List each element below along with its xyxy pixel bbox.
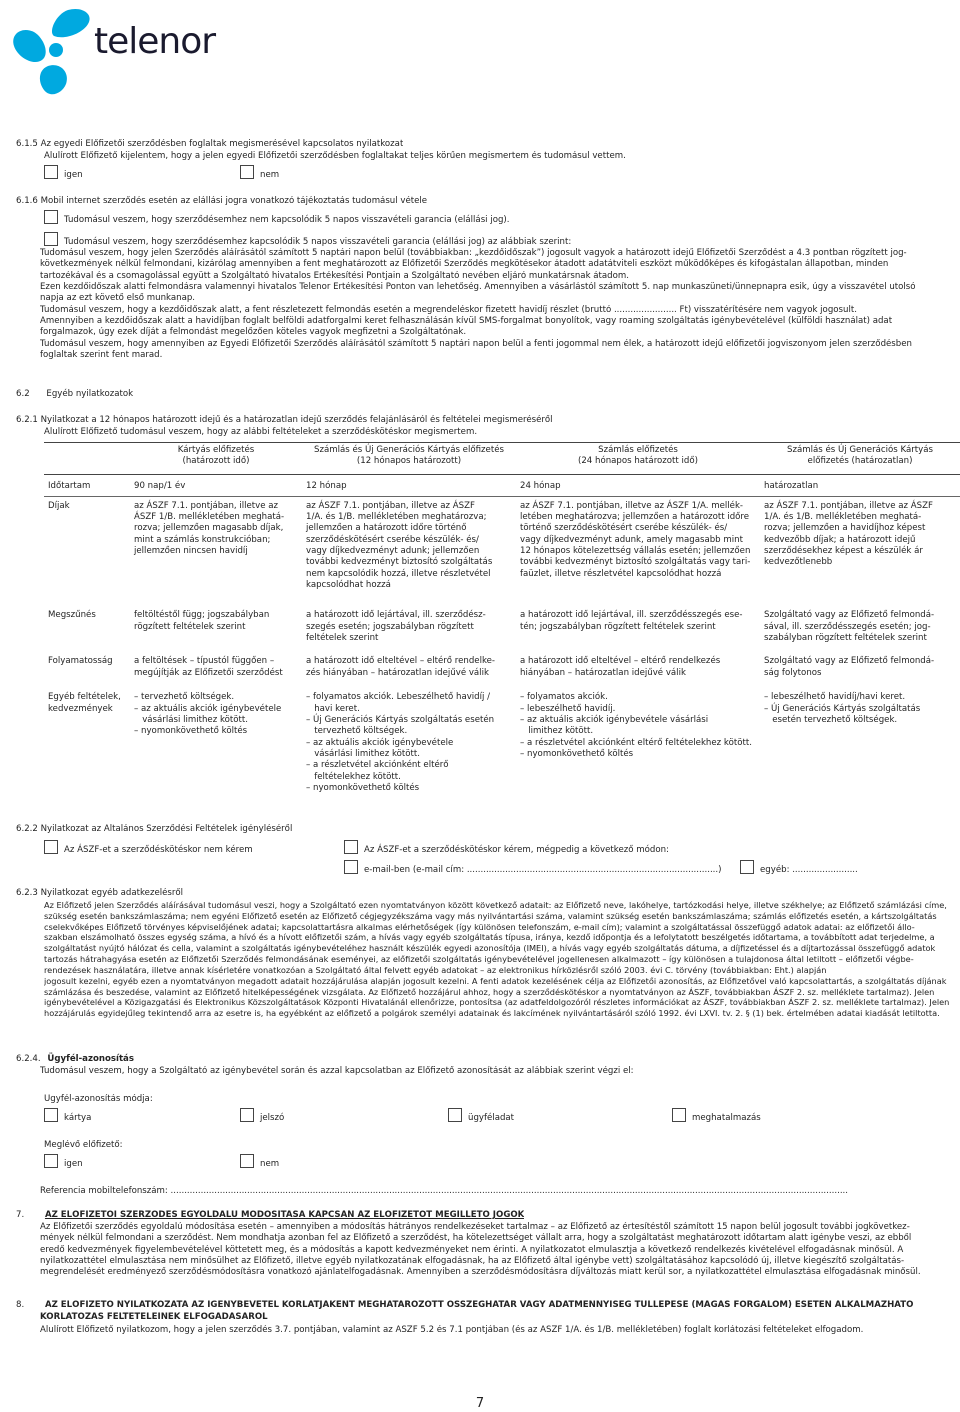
table-cell: az ÁSZF 7.1. pontjában, illetve az ÁSZF 1/B. mellékletében meghatá- rozva; jellemzően magasabb díjak, mint a számlás konstrukcióban; jellemzően nincsen havidíj xyxy=(130,496,302,608)
s615-title: 6.1.5 Az egyedi Előfizetői szerződésben foglaltak megismerésével kapcsolatos nyilatkozat xyxy=(16,139,404,149)
text-line: szolgáltatást nyújtó hálózat és cella, valamint a szolgáltatás igénybevételéhez használt készülék egyedi azonosítója (IMEI), a hívás vagy egyéb szolgáltatás dátuma, a díjfizetéssel és a díjtartozással összefüggő adatok xyxy=(44,943,936,954)
id-option-authorization[interactable] xyxy=(672,1108,761,1124)
row-label: Megszűnés xyxy=(48,610,96,621)
s622-other-option[interactable] xyxy=(740,860,858,876)
s622-option-no-request[interactable] xyxy=(44,840,253,856)
s622-title: 6.2.2 Nyilatkozat az Általános Szerződési Feltételek igényléséről xyxy=(16,824,293,834)
text-line: rendezések használatára, illetve annak kísérletére vonatkozóan a Szolgáltató által felvett egyéb adatokat – az elektronikus hírközlésről szóló 2003. évi C. törvény (továbbiakban: Eht.) alapján xyxy=(44,964,827,975)
text-line: megrendelését eredményező szerződésmódosításra vonatkozó ajánlatelfogadásnak. Amennyiben a szerződésmódosításra díjváltozás miatt kerül sor, a nyilatkozattétel elmulasztása elfogadásnak minősül. xyxy=(40,1267,921,1278)
existing-yes-option[interactable] xyxy=(44,1154,83,1170)
text-line: Az Előfizetői szerződés egyoldalú módosítása esetén – amennyiben a módosítás hátrányos rendelkezéseket tartalmaz – az Előfizető az értesítéstől számított 15 napon belül jogosult további jogkövetkez- xyxy=(40,1222,910,1232)
text-line: igénybevételével a Közigazgatási és Elektronikus Közszolgáltatások Központi Hivatalánál ellenőrizze, pontosítsa (az adatfeldolgozóról részletes információkat az ÁSZF, továbbiakban ÁSZF 2. sz. melléklete tartalmaz). Jelen xyxy=(44,997,950,1008)
option-label: nem xyxy=(260,170,280,180)
section-number: 6.2.4. xyxy=(16,1054,41,1064)
section-title: Egyéb nyilatkozatok xyxy=(46,389,134,399)
column-header xyxy=(44,443,130,475)
text-line: cselekvőképes Előfizető törvényes képviselőjének adatai; kapcsolattartásra alkalmas elérhetőségek (így különösen telefonszám, e-mail cím); valamint a szolgáltatással összefüggő adatok adatai: az előfizetői állo- xyxy=(44,921,915,932)
checkbox[interactable] xyxy=(44,840,58,854)
text-line: foglaltak szerint fent marad. xyxy=(40,350,163,361)
telenor-propeller-icon xyxy=(8,6,94,96)
row-label: Folyamatosság xyxy=(48,656,113,667)
id-option-card[interactable] xyxy=(44,1108,91,1124)
s623-title: 6.2.3 Nyilatkozat egyéb adatkezelésről xyxy=(16,888,184,898)
s8-heading xyxy=(16,1300,913,1311)
text-line: Az Előfizető jelen Szerződés aláírásával tudomásul veszi, hogy a Szolgáltató ezen nyomtatványon között következő adatait: az Előfizető neve, lakóhelye, tartózkodási helye, illetve székhelye; az Előfizető számlázási címe, xyxy=(44,900,947,910)
text-line: számlázása és beszedése, valamint az Előfizető hitelképességének vizsgálata. Az Előfizető hozzájárul ahhoz, hogy a szerződéskötéskor a nyomtatványon az ÁSZF, továbbiakban ÁSZF 2. sz. melléklete tartalmaz). Jelen xyxy=(44,986,935,997)
option-label: Az ÁSZF-et a szerződéskötéskor kérem, mégpedig a következő módon: xyxy=(364,845,669,855)
option-label: meghatalmazás xyxy=(692,1113,761,1123)
text-line: forgalmazok, úgy ezek díját a felmondást megelőzően köteles vagyok megfizetni a Szolgáltatónak. xyxy=(40,327,467,338)
id-method-label: Ügyfél-azonosítás módja: xyxy=(44,1094,153,1104)
checkbox[interactable] xyxy=(240,1108,254,1122)
checkbox[interactable] xyxy=(344,860,358,874)
text-line: Tudomásul veszem, hogy a kezdőidőszak alatt, a fent részletezett felmondás esetén a megrendeléskor fizetett havidíj részlet (bruttó ....................... Ft) visszatérítésére nem vagyok jogosult. xyxy=(40,304,857,315)
table-cell: a határozott idő elteltével – eltérő rendelke- zés hiányában – határozatlan idejűvé válik xyxy=(306,656,496,678)
s7-heading xyxy=(16,1210,524,1221)
checkbox[interactable] xyxy=(740,860,754,874)
checkbox[interactable] xyxy=(672,1108,686,1122)
section-number: 7. xyxy=(16,1210,25,1220)
option-label: igen xyxy=(64,170,83,180)
option-label: Az ÁSZF-et a szerződéskötéskor nem kérem xyxy=(64,845,253,855)
table-row xyxy=(44,690,960,796)
checkbox[interactable] xyxy=(44,165,58,179)
checkbox[interactable] xyxy=(44,1154,58,1168)
table-header-row xyxy=(44,443,960,475)
s8-title-continued: KORLÁTOZÁS FELTÉTELEINEK ELFOGADÁSÁRÓL xyxy=(40,1312,268,1322)
table-cell: a határozott idő elteltével – eltérő rendelkezés hiányában – határozatlan idejűvé válik xyxy=(520,656,721,678)
s616-option1[interactable] xyxy=(44,210,510,226)
id-option-customer-data[interactable] xyxy=(448,1108,514,1124)
option-label: jelszó xyxy=(260,1113,285,1123)
text-line: szakban elszámolható összes egység száma, a hívó és a hívott előfizetői szám, a hívás vagy egyéb szolgáltatás típusa, iránya, kezdő időpontja és a lefolytatott beszélgetés időtartama, a továbbított adat terjedelme, a xyxy=(44,932,935,943)
s621-body: Alulírott Előfizető tudomásul veszem, hogy az alábbi feltételeket a szerződéskötéskor megismertem. xyxy=(44,427,478,437)
s62-heading xyxy=(16,389,133,400)
option-label: nem xyxy=(260,1159,280,1169)
reference-phone-field[interactable]: Referencia mobiltelefonszám: ........................................................................................................................................................................................................................................................ xyxy=(40,1186,849,1196)
s624-heading xyxy=(16,1054,134,1065)
s615-no-option[interactable] xyxy=(240,165,279,181)
text-line: Tudomásul veszem, hogy jelen Szerződés aláírásától számított 5 naptári napon belül (továbbiakban: „kezdőidőszak”) jogosult vagyok a határozott idejű Előfizetői Szerződést a 4.3 pontban rögzített jog- xyxy=(40,248,907,258)
table-row xyxy=(44,496,960,608)
table-cell: Szolgáltató vagy az Előfizető felmondá- ság folytonos xyxy=(764,656,935,678)
table-cell: feltöltéstől függ; jogszabályban rögzített feltételek szerint xyxy=(134,610,270,632)
option-label: Tudomásul veszem, hogy szerződésemhez nem kapcsolódik 5 napos visszavételi garancia (elállási jog). xyxy=(64,215,510,225)
existing-subscriber-label: Meglévő előfizető: xyxy=(44,1140,123,1150)
s615-body: Alulírott Előfizető kijelentem, hogy a jelen egyedi Előfizetői szerződésben foglaltakat teljes körűen megismertem és tudomásul vettem. xyxy=(44,151,626,161)
id-option-password[interactable] xyxy=(240,1108,284,1124)
telenor-logo xyxy=(8,6,216,96)
table-cell: a feltöltések – típustól függően – megújítják az Előfizetői szerződést xyxy=(134,656,283,678)
s616-details xyxy=(40,248,958,361)
text-line: tartozás hátrahagyása esetén az Előfizetői Szerződés felmondásának eseményei, az előfizetői szolgáltatás igénybevételével jogellenesen alkalmazott – így különösen a tulajdonosa által letiltott – előfizetői végbe- xyxy=(44,954,914,965)
text-line: Tudomásul veszem, hogy amennyiben az Egyedi Előfizetői Szerződés aláírásától számított 5 naptári napon belül a fenti jogommal nem élek, a határozott idejű előfizetői jogviszonyom jelen szerződésben xyxy=(40,338,912,349)
text-line: szükség esetén bankszámlaszáma; nem egyéni Előfizető esetén az Előfizető cégjegyzékszáma vagy más nyilvántartási száma, valamint szükség esetén bankszámlaszáma; számlás előfizetés esetén, a kártszolgáltatás xyxy=(44,910,937,921)
table-cell: 12 hónap xyxy=(306,480,347,491)
row-label: Díjak xyxy=(44,496,130,608)
s624-body: Tudomásul veszem, hogy a Szolgáltató az igénybevétel során és azzal kapcsolatban az Előfizető azonosítását az alábbiak szerint végzi el: xyxy=(40,1066,634,1076)
text-line: tartozékával és a csomagolással együtt a Szolgáltató hivatalos Értékesítési Pontjain a Szolgáltató nevében eljáró munkatársnak átadom. xyxy=(40,270,629,281)
text-line: eredő kedvezmények figyelembevételével köttetett meg, és a módosítás a kapott kedvezményeket nem érinti. A nyilatkozatot elmulasztja a következő rendelkezés kivételével elfogadásnak minősül. A xyxy=(40,1244,904,1255)
row-label: Egyéb feltételek, kedvezmények xyxy=(48,692,121,714)
column-header: Számlás és Új Generációs Kártyás előfizetés (határozatlan) xyxy=(787,445,933,467)
column-header: Kártyás előfizetés (határozott idő) xyxy=(177,445,255,467)
column-header: Számlás és Új Generációs Kártyás előfizetés (12 hónapos határozott) xyxy=(314,445,504,467)
table-row xyxy=(44,654,960,690)
text-line: Ezen kezdőidőszak alatti felmondásra valamennyi hivatalos Telenor Értékesítési Ponton van lehetőség. Amennyiben a vásárlástól számított 5. nap munkaszüneti/ünnepnapra esik, úgy a visszavétel utolsó xyxy=(40,282,916,293)
text-line: hozzájárulás egyidejűleg tekintendő arra az esetre is, ha egyébként az előfizető a polgárok személyi adatainak és lakcímének nyilvántartásáról szóló 1992. évi LXVI. tv. 2. § (1) bek. értelmében adatai kiadását letiltotta. xyxy=(44,1008,940,1019)
option-label: e-mail-ben (e-mail cím: ............................................................................................) xyxy=(364,865,722,875)
s621-title: 6.2.1 Nyilatkozat a 12 hónapos határozott idejű és a határozatlan idejű szerződés felajánlásáról és feltételei megismeréséről xyxy=(16,415,553,425)
table-cell: a határozott idő lejártával, ill. szerződésszegés ese- tén; jogszabályban rögzített feltételek szerint xyxy=(520,610,743,632)
page-number: 7 xyxy=(475,1396,485,1411)
checkbox[interactable] xyxy=(344,840,358,854)
table-cell: – tervezhető költségek. – az aktuális akciók igénybevétele vásárlási limithez kötött. – nyomonkövethető költés xyxy=(134,692,282,737)
table-cell: az ÁSZF 7.1. pontjában, illetve az ÁSZF 1/A. és 1/B. mellékletében meghatározva; jellemzően a határozott időre történő szerződéskötésért cserébe készülék- és/ vagy díjkedvezményt adunk; jellemzően további kedvezményt biztosító szolgáltatás nem kapcsolódik hozzá, illetve részletvétel kapcsolódhat hozzá xyxy=(302,496,516,608)
s623-body xyxy=(44,900,958,1019)
s7-body xyxy=(40,1222,958,1279)
section-title: Ügyfél-azonosítás xyxy=(47,1054,134,1064)
table-cell: az ÁSZF 7.1. pontjában, illetve az ÁSZF 1/A. és 1/B. mellékletében meghatá- rozva; jellemzően a havidíjhoz képest kedvezőbb díjak; a határozott idejű szerződésekhez képest a készülék ár kedvezőtlenebb xyxy=(760,496,960,608)
checkbox[interactable] xyxy=(448,1108,462,1122)
row-label: Időtartam xyxy=(48,480,91,491)
text-line: következmények nélkül felmondani, kizárólag amennyiben a fent meghatározott az Előfizetői Szerződés megkötésekor átadott adatátviteli eszközt működőképes és kifogástalan állapotban, minden xyxy=(40,259,889,270)
s615-yes-option[interactable] xyxy=(44,165,83,181)
section-number: 8. xyxy=(16,1300,25,1310)
option-label: Tudomásul veszem, hogy szerződésemhez kapcsolódik 5 napos visszavételi garancia (elállási jog) az alábbiak szerint: xyxy=(64,237,572,247)
option-label: ügyféladat xyxy=(468,1113,515,1123)
table-cell: 90 nap/1 év xyxy=(134,480,186,491)
text-line: Amennyiben a kezdőidőszak alatt a havidíjban foglalt belföldi adatforgalmi keret felhasználásán kívül SMS-forgalmat bonyolítok, vagy roaming szolgáltatás igénybevételével (külföldi használat) adat xyxy=(40,316,893,327)
option-label: igen xyxy=(64,1159,83,1169)
section-title: AZ ELŐFIZETŐI SZERZŐDÉS EGYOLDALÚ MÓDOSÍTÁSA KAPCSÁN AZ ELŐFIZETŐT MEGILLETŐ JOGOK xyxy=(44,1210,525,1220)
checkbox[interactable] xyxy=(44,210,58,224)
s622-email-option[interactable] xyxy=(344,860,722,876)
text-line: mények nélkül felmondani a szerződést. Nem mondhatja azonban fel az Előfizető a szerződést, ha kötelezettséget vállalt arra, hogy a szolgáltatást meghatározott időtartam alatt igénybe veszi, az ebből xyxy=(40,1233,912,1244)
s616-option2[interactable] xyxy=(44,232,571,248)
table-cell: a határozott idő lejártával, ill. szerződész- szegés esetén; jogszabályban rögzített feltételek szerint xyxy=(306,610,486,643)
text-line: napja az ezt követő első munkanap. xyxy=(40,293,196,304)
text-line: nyilatkozattétel elmulasztása nem minősülhet az Előfizető, illetve egyéb nyilatkozatának elfogadásnak, ha az Előfizető által igénybe vett) szolgáltatásához kapcsolódó új, illetve kiegészítő szolgáltatás- xyxy=(40,1256,905,1267)
option-label: egyéb: ........................ xyxy=(760,865,858,875)
option-label: kártya xyxy=(64,1113,92,1123)
brand-name: telenor xyxy=(94,21,216,62)
table-row xyxy=(44,608,960,654)
subscription-comparison-table xyxy=(44,442,960,796)
s622-option-request[interactable] xyxy=(344,840,669,856)
text-line: jogosult kezelni, egyéb ezen a nyomtatványon megadott adatait hozzájárulása alapján jogosult kezelni. A fenti adatok kezelésének célja az Előfizetői azonosítás, az Előfizetővel való kapcsolattartás, a szolgáltatás díjának xyxy=(44,975,947,986)
section-title: AZ ELŐFIZETŐ NYILATKOZATA AZ IGÉNYBEVÉTEL KORLÁTJAKÉNT MEGHATÁROZOTT ÖSSZEGHATÁR VAGY ADATMENNYISÉG TÚLLÉPÉSE (MAGAS FORGALOM) ESETÉN ALKALMAZHATÓ xyxy=(44,1300,914,1310)
table-cell: – folyamatos akciók. – lebeszélhető havidíj. – az aktuális akciók igénybevétele vásárlási limithez kötött. – a részletvétel akciónként eltérő feltételekhez kötött. – nyomonkövethető költés xyxy=(520,692,752,759)
table-row xyxy=(44,474,960,496)
existing-no-option[interactable] xyxy=(240,1154,279,1170)
table-cell: – lebeszélhető havidíj/havi keret. – Új Generációs Kártyás szolgáltatás esetén tervezhető költségek. xyxy=(764,692,921,725)
checkbox[interactable] xyxy=(44,1108,58,1122)
checkbox[interactable] xyxy=(44,232,58,246)
table-cell: – folyamatos akciók. Lebeszélhető havidíj / havi keret. – Új Generációs Kártyás szolgáltatás esetén tervezhető költségek. – az aktuális akciók igénybevétele vásárlási limithez kötött. – a részletvétel akciónként eltérő feltételekhez kötött. – nyomonkövethető költés xyxy=(306,692,495,793)
table-cell: az ÁSZF 7.1. pontjában, illetve az ÁSZF 1/A. mellék- letében meghatározva; jellemzően a határozott időre történő szerződéskötésért cserébe készülék- és/ vagy díjkedvezményt adunk, amely magasabb mint 12 hónapos kötelezettség vállalás esetén; jellemzően további kedvezményt biztosító szolgáltatás vagy tari- faüzlet, illetve részletvétel kapcsolódhat hozzá xyxy=(516,496,760,608)
table-cell: Szolgáltató vagy az Előfizető felmondá- sával, ill. szerződésszegés esetén; jog- szabályban rögzített feltételek szerint xyxy=(764,610,935,643)
column-header: Számlás előfizetés (24 hónapos határozott idő) xyxy=(577,445,698,467)
table-cell: 24 hónap xyxy=(520,480,561,491)
checkbox[interactable] xyxy=(240,165,254,179)
checkbox[interactable] xyxy=(240,1154,254,1168)
section-number: 6.2 xyxy=(16,389,30,399)
table-cell: határozatlan xyxy=(764,480,819,491)
s8-body: Alulírott Előfizető nyilatkozom, hogy a jelen szerződés 3.7. pontjában, valamint az ÁSZF 5.2 és 7.1 pontjában (és az ÁSZF 1/A. és 1/B. mellékletében) foglalt korlátozási feltételeket elfogadom. xyxy=(40,1325,864,1335)
s616-title: 6.1.6 Mobil internet szerződés esetén az elállási jogra vonatkozó tájékoztatás tudomásul vétele xyxy=(16,196,428,206)
